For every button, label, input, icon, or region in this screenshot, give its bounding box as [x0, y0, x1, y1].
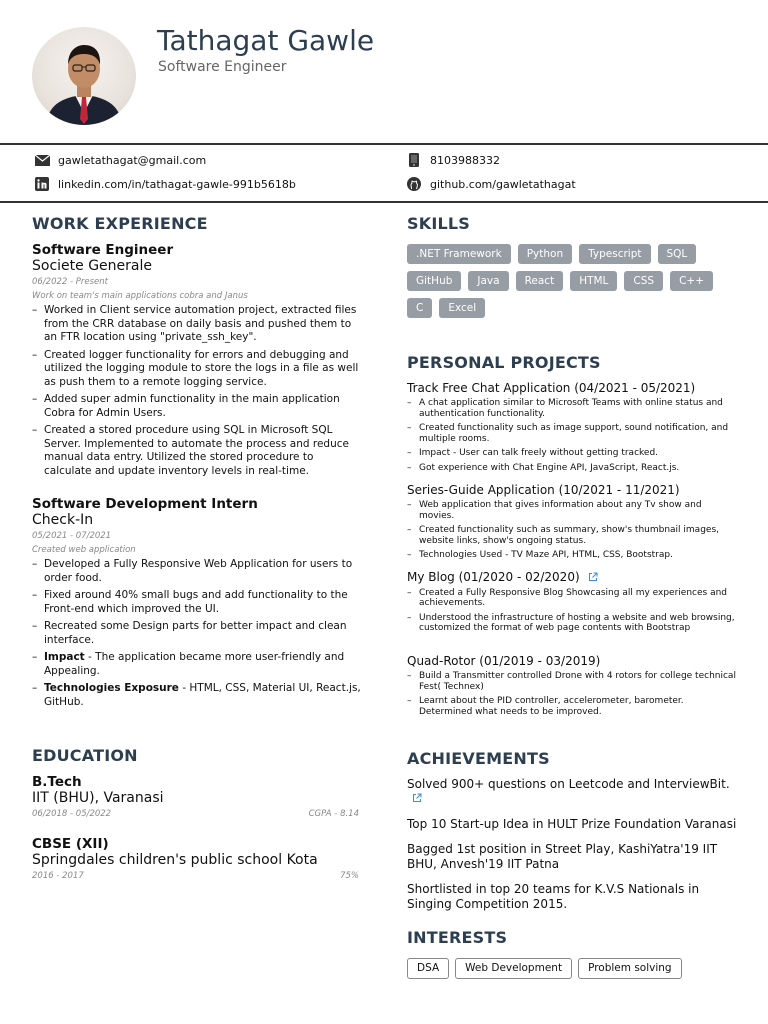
- job-description: Work on team's main applications cobra and Janus: [32, 291, 248, 301]
- job-title: Software Engineer: [32, 242, 174, 258]
- list-item: – Impact - User can talk freely without getting tracked.: [407, 448, 739, 459]
- linkedin-icon: [34, 177, 50, 191]
- school: IIT (BHU), Varanasi: [32, 790, 164, 806]
- contact-phone[interactable]: [406, 153, 500, 167]
- interests-list: [407, 958, 688, 979]
- job-bullets: [32, 558, 362, 709]
- skill-tag: GitHub: [407, 271, 461, 291]
- education-date: 2016 - 2017: [32, 871, 84, 881]
- list-item: – Fixed around 40% small bugs and add functionality to the Front-end which improved the UI.: [32, 589, 362, 616]
- education-meta: [32, 871, 359, 881]
- list-item: – Technologies Used - TV Maze API, HTML, CSS, Bootstrap.: [407, 550, 739, 561]
- achievement-item: Bagged 1st position in Street Play, KashiYatra'19 IIT BHU, Anvesh'19 IIT Patna: [407, 842, 718, 871]
- skill-tag: CSS: [624, 271, 663, 291]
- achievement-text: Solved 900+ questions on Leetcode and InterviewBit.: [407, 777, 730, 791]
- list-item: [32, 682, 362, 709]
- skill-tag: Python: [518, 244, 572, 264]
- envelope-icon: [34, 153, 50, 167]
- project-title: Quad-Rotor (01/2019 - 03/2019): [407, 654, 601, 668]
- education-score: CGPA - 8.14: [308, 809, 359, 819]
- section-heading-interests: INTERESTS: [407, 928, 508, 947]
- list-item: – Got experience with Chat Engine API, JavaScript, React.js.: [407, 463, 739, 474]
- school: Springdales children's public school Kota: [32, 852, 318, 868]
- job-company: Check-In: [32, 512, 94, 528]
- candidate-role: Software Engineer: [158, 59, 287, 75]
- candidate-name: Tathagat Gawle: [157, 24, 375, 57]
- list-item: – Created a stored procedure using SQL in Microsoft SQL Server. Implemented to automate the process and reduce manual data entry. Utilized the stored procedure to calculate and update inventory levels in real-time.: [32, 424, 362, 478]
- job-company: Societe Generale: [32, 258, 152, 274]
- job-bullets: [32, 304, 362, 478]
- skill-tag: Excel: [439, 298, 485, 318]
- contact-linkedin[interactable]: [34, 177, 296, 191]
- profile-photo: [32, 27, 136, 125]
- interest-tag: DSA: [407, 958, 449, 979]
- achievement-item: Top 10 Start-up Idea in HULT Prize Foundation Varanasi: [407, 817, 737, 831]
- contact-divider: [0, 201, 768, 203]
- project-entry: [407, 654, 739, 721]
- skill-tag: React: [516, 271, 564, 291]
- achievement-item[interactable]: [407, 777, 737, 807]
- project-title: Track Free Chat Application (04/2021 - 05/2021): [407, 381, 696, 395]
- skill-tag: SQL: [658, 244, 697, 264]
- header-divider: [0, 143, 768, 145]
- list-item: – Created functionality such as image support, sound notification, and multiple rooms.: [407, 423, 739, 444]
- achievements-list: [407, 777, 737, 922]
- project-title-text: My Blog (01/2020 - 02/2020): [407, 570, 580, 584]
- project-bullets: [407, 500, 739, 561]
- project-title: Series-Guide Application (10/2021 - 11/2021): [407, 483, 680, 497]
- education-meta: [32, 809, 359, 819]
- education-entry: [32, 774, 359, 819]
- phone-text: 8103988332: [430, 153, 500, 167]
- section-heading-achievements: ACHIEVEMENTS: [407, 749, 550, 768]
- section-heading-projects: PERSONAL PROJECTS: [407, 353, 601, 372]
- external-link-icon[interactable]: [588, 571, 598, 585]
- list-item: – Created a Fully Responsive Blog Showcasing all my experiences and achievements.: [407, 588, 739, 609]
- section-heading-skills: SKILLS: [407, 214, 470, 233]
- list-item: – Recreated some Design parts for better impact and clean interface.: [32, 620, 362, 647]
- project-bullets: [407, 398, 739, 473]
- interest-tag: Web Development: [455, 958, 572, 979]
- job-date: 06/2022 - Present: [32, 277, 109, 287]
- list-item: – Worked in Client service automation project, extracted files from the CRR database on daily basis and pushed them to an FTR location using "private_ssh_key".: [32, 304, 362, 345]
- project-entry: [407, 570, 739, 638]
- degree: CBSE (XII): [32, 836, 109, 852]
- project-bullets: [407, 671, 739, 717]
- project-entry: [407, 381, 739, 477]
- list-item: – Learnt about the PID controller, accelerometer, barometer. Determined what needs to be improved.: [407, 696, 739, 717]
- project-bullets: [407, 588, 739, 634]
- skill-tag: .NET Framework: [407, 244, 511, 264]
- contact-email[interactable]: [34, 153, 206, 167]
- achievement-item: Shortlisted in top 20 teams for K.V.S Nationals in Singing Competition 2015.: [407, 882, 700, 911]
- project-entry: [407, 483, 739, 565]
- interest-tag: Problem solving: [578, 958, 682, 979]
- job-entry: [32, 496, 362, 713]
- bullet-label: Impact: [44, 651, 85, 663]
- list-item: – Web application that gives information about any Tv show and movies.: [407, 500, 739, 521]
- list-item: – Added super admin functionality in the main application Cobra for Admin Users.: [32, 393, 362, 420]
- section-heading-education: EDUCATION: [32, 746, 138, 765]
- skills-list: [407, 244, 737, 325]
- list-item: [32, 651, 362, 678]
- skill-tag: C: [407, 298, 432, 318]
- bullet-label: Technologies Exposure: [44, 682, 179, 694]
- email-text: gawletathagat@gmail.com: [58, 153, 207, 167]
- mobile-phone-icon: [406, 153, 422, 167]
- skill-tag: Typescript: [579, 244, 650, 264]
- bullet-text: - HTML, CSS, Material UI, React.js, GitHub.: [44, 682, 361, 708]
- education-score: 75%: [340, 871, 359, 881]
- github-text: github.com/gawletathagat: [430, 177, 576, 191]
- github-icon: [406, 177, 422, 191]
- list-item: – Created functionality such as summary, show's thumbnail images, website links, show's ongoing status.: [407, 525, 739, 546]
- job-description: Created web application: [32, 545, 136, 555]
- job-date: 05/2021 - 07/2021: [32, 531, 112, 541]
- list-item: – Created logger functionality for errors and debugging and utilized the logging module to store the logs in a file as well as push them to a remote logging service.: [32, 349, 362, 390]
- contact-github[interactable]: [406, 177, 576, 191]
- external-link-icon[interactable]: [412, 792, 422, 807]
- bullet-text: - The application became more user-friendly and Appealing.: [44, 651, 345, 677]
- job-title: Software Development Intern: [32, 496, 258, 512]
- list-item: – Developed a Fully Responsive Web Application for users to order food.: [32, 558, 362, 585]
- list-item: – A chat application similar to Microsoft Teams with online status and authentication functionality.: [407, 398, 739, 419]
- skill-tag: C++: [670, 271, 713, 291]
- skill-tag: HTML: [570, 271, 617, 291]
- education-entry: [32, 836, 359, 881]
- education-date: 06/2018 - 05/2022: [32, 809, 112, 819]
- linkedin-text: linkedin.com/in/tathagat-gawle-991b5618b: [58, 177, 296, 191]
- degree: B.Tech: [32, 774, 82, 790]
- skill-tag: Java: [468, 271, 508, 291]
- list-item: – Build a Transmitter controlled Drone with 4 rotors for college technical Fest( Technex): [407, 671, 739, 692]
- list-item: – Understood the infrastructure of hosting a website and web browsing, customized the format of web page contents with Bootstrap: [407, 613, 739, 634]
- section-heading-work: WORK EXPERIENCE: [32, 214, 208, 233]
- project-title[interactable]: [407, 570, 739, 585]
- job-entry: [32, 242, 362, 482]
- resume-header: [0, 0, 768, 144]
